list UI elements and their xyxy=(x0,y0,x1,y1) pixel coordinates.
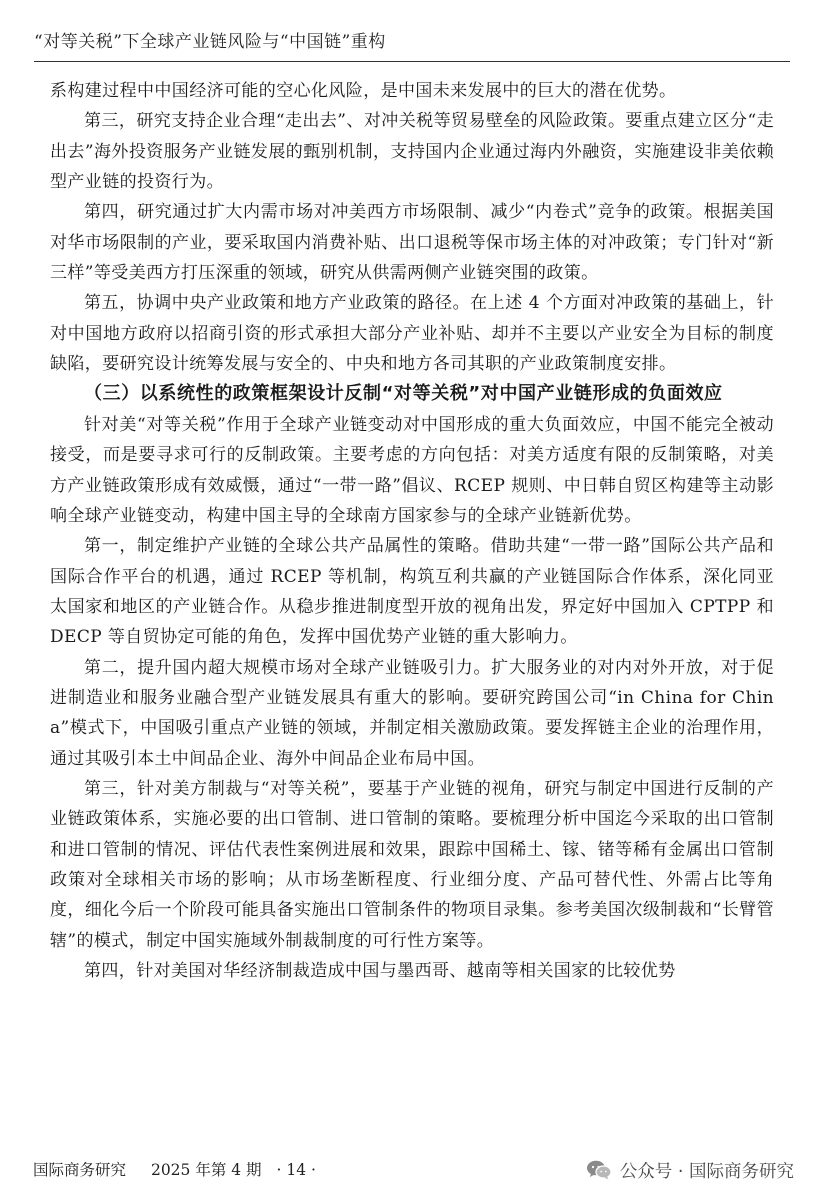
paragraph: 第三，针对美方制裁与“对等关税”，要基于产业链的视角，研究与制定中国进行反制的产业链政策体系，实施必要的出口管制、进口管制的策略。要梳理分析中国迄今采取的出口管制和进口管制的情况、评估代表性案例进展和效果，跟踪中国稀土、镓、锗等稀有金属出口管制政策对全球相关市场的影响；从市场垄断程度、行业细分度、产品可替代性、外需占比等角度，细化今后一个阶段可能具备实施出口管制条件的物项目录集。参考美国次级制裁和“长臂管辖”的模式，制定中国实施域外制裁制度的可行性方案等。 xyxy=(50,779,774,951)
page-footer xyxy=(33,1156,316,1184)
paragraph: 第四，针对美国对华经济制裁造成中国与墨西哥、越南等相关国家的比较优势 xyxy=(84,961,676,982)
paragraph: 第四，研究通过扩大内需市场对冲美西方市场限制、减少“内卷式”竞争的政策。根据美国对华市场限制的产业，要采取国内消费补贴、出口退税等保市场主体的对冲政策；专门针对“新三样”等受美西方打压深重的领域，研究从供需两侧产业链突围的政策。 xyxy=(50,202,774,284)
paragraph: 第三，研究支持企业合理“走出去”、对冲关税等贸易壁垒的风险政策。要重点建立区分“走出去”海外投资服务产业链发展的甄别机制，支持国内企业通过海内外融资，实施建设非美依赖型产业链的投资行为。 xyxy=(50,111,774,193)
page-number: · 14 · xyxy=(276,1161,316,1179)
running-title: “对等关税”下全球产业链风险与“中国链”重构 xyxy=(34,32,386,52)
paragraph: 系构建过程中中国经济可能的空心化风险，是中国未来发展中的巨大的潜在优势。 xyxy=(50,81,677,101)
running-header xyxy=(34,27,790,57)
paragraph: 第一，制定维护产业链的全球公共产品属性的策略。借助共建“一带一路”国际公共产品和国际合作平台的机遇，通过 RCEP 等机制，构筑互利共赢的产业链国际合作体系，深化同亚太国家和地区的产业链合作。从稳步推进制度型开放的视角出发，界定好中国加入 CPTPP 和 DECP 等自贸协定可能的角色，发挥中国优势产业链的重大影响力。 xyxy=(50,536,774,648)
watermark-text: 公众号 · 国际商务研究 xyxy=(619,1161,794,1182)
journal-name: 国际商务研究 xyxy=(33,1161,127,1179)
section-heading: （三）以系统性的政策框架设计反制“对等关税”对中国产业链形成的负面效应 xyxy=(84,383,723,405)
header-divider xyxy=(34,61,790,62)
wechat-icon xyxy=(586,1159,612,1181)
paragraph: 第五，协调中央产业政策和地方产业政策的路径。在上述 4 个方面对冲政策的基础上，针对中国地方政府以招商引资的形式承担大部分产业补贴、却并不主要以产业安全为目标的制度缺陷，要研究设计统筹发展与安全的、中央和地方各司其职的产业政策制度安排。 xyxy=(50,293,774,375)
wechat-watermark xyxy=(586,1155,794,1185)
issue-number: 2025 年第 4 期 xyxy=(150,1161,262,1179)
paragraph: 第二，提升国内超大规模市场对全球产业链吸引力。扩大服务业的对内对外开放，对于促进制造业和服务业融合型产业链发展具有重大的影响。要研究跨国公司“in China for China”模式下，中国吸引重点产业链的领域，并制定相关激励政策。要发挥链主企业的治理作用，通过其吸引本土中间品企业、海外中间品企业布局中国。 xyxy=(50,657,774,769)
article-body xyxy=(50,76,774,986)
paragraph: 针对美“对等关税”作用于全球产业链变动对中国形成的重大负面效应，中国不能完全被动接受，而是要寻求可行的反制政策。主要考虑的方向包括：对美方适度有限的反制策略，对美方产业链政策形成有效威慑，通过“一带一路”倡议、RCEP 规则、中日韩自贸区构建等主动影响全球产业链变动，构建中国主导的全球南方国家参与的全球产业链新优势。 xyxy=(50,414,774,526)
